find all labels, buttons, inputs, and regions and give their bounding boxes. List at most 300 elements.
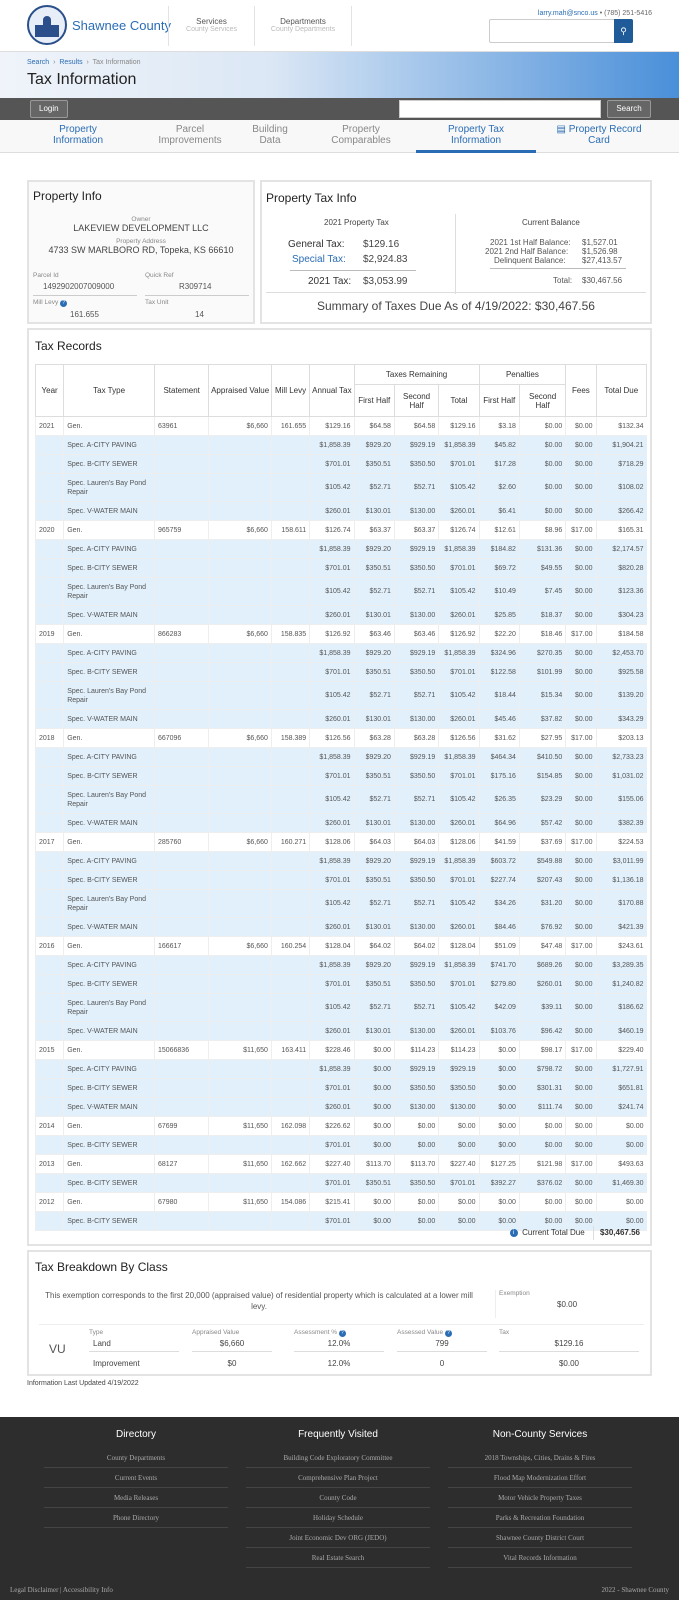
table-cell: $184.58 xyxy=(596,625,646,644)
table-cell xyxy=(36,918,64,937)
footer-link[interactable]: Holiday Schedule xyxy=(246,1508,430,1528)
table-cell xyxy=(271,918,309,937)
table-cell: $1,858.39 xyxy=(439,956,479,975)
login-button[interactable]: Login xyxy=(30,100,68,118)
nav-services[interactable]: Services County Services xyxy=(168,6,254,46)
header-tax-type: Tax Type xyxy=(64,365,155,417)
table-cell: $0.00 xyxy=(566,975,596,994)
table-cell: $1,727.91 xyxy=(596,1060,646,1079)
header-first-half: First Half xyxy=(354,385,394,417)
table-cell xyxy=(271,1212,309,1231)
table-cell xyxy=(271,1136,309,1155)
table-cell: 154.086 xyxy=(271,1193,309,1212)
table-cell: $0.00 xyxy=(596,1136,646,1155)
table-row xyxy=(36,436,647,455)
table-cell xyxy=(209,578,272,606)
footer-link[interactable]: 2018 Townships, Cities, Drains & Fires xyxy=(448,1448,632,1468)
table-cell xyxy=(36,890,64,918)
table-cell xyxy=(154,1212,208,1231)
table-cell xyxy=(154,786,208,814)
table-row xyxy=(36,540,647,559)
footer-column-title: Frequently Visited xyxy=(298,1429,378,1440)
table-cell: $103.76 xyxy=(479,1022,519,1041)
table-cell: $1,858.39 xyxy=(310,540,354,559)
last-updated: Information Last Updated 4/19/2022 xyxy=(27,1380,139,1387)
table-cell: $1,858.39 xyxy=(310,852,354,871)
owner-label: Owner xyxy=(131,216,151,223)
table-cell: $0.00 xyxy=(519,417,565,436)
table-cell xyxy=(154,578,208,606)
table-cell: $343.29 xyxy=(596,710,646,729)
footer-link[interactable]: Building Code Exploratory Committee xyxy=(246,1448,430,1468)
table-cell: $215.41 xyxy=(310,1193,354,1212)
table-cell xyxy=(271,474,309,502)
year-tax-title: 2021 Property Tax xyxy=(324,218,389,227)
table-cell: $0.00 xyxy=(566,1079,596,1098)
table-cell: $1,858.39 xyxy=(310,436,354,455)
table-cell: $130.00 xyxy=(394,814,438,833)
table-cell: $0.00 xyxy=(519,455,565,474)
tab-property-record-card[interactable]: ▤ Property Record Card xyxy=(556,124,642,146)
table-cell xyxy=(271,871,309,890)
table-cell: $0.00 xyxy=(354,1212,394,1231)
header-mill-levy: Mill Levy xyxy=(271,365,309,417)
info-icon[interactable]: i xyxy=(510,1229,518,1237)
footer-column-title: Non-County Services xyxy=(492,1429,588,1440)
footer-link[interactable]: County Departments xyxy=(44,1448,228,1468)
table-cell: $23.29 xyxy=(519,786,565,814)
table-cell xyxy=(36,559,64,578)
table-cell xyxy=(36,1212,64,1231)
table-cell: $129.16 xyxy=(310,417,354,436)
table-cell xyxy=(154,956,208,975)
table-row xyxy=(36,890,647,918)
table-cell: $260.01 xyxy=(439,1022,479,1041)
footer-link[interactable]: Vital Records Information xyxy=(448,1548,632,1568)
search-button[interactable]: Search xyxy=(607,100,651,118)
table-row xyxy=(36,521,647,540)
address-label: Property Address xyxy=(116,238,166,245)
table-cell: $0.00 xyxy=(566,436,596,455)
table-cell xyxy=(154,748,208,767)
document-icon: ▤ xyxy=(556,124,566,135)
table-cell: $69.72 xyxy=(479,559,519,578)
table-cell: 965759 xyxy=(154,521,208,540)
table-cell: 68127 xyxy=(154,1155,208,1174)
table-cell: $929.19 xyxy=(394,644,438,663)
table-cell: 2017 xyxy=(36,833,64,852)
table-cell xyxy=(154,1098,208,1117)
footer-column-title: Directory xyxy=(115,1429,156,1440)
table-cell: $52.71 xyxy=(394,786,438,814)
table-cell: $350.51 xyxy=(354,767,394,786)
table-cell: $108.02 xyxy=(596,474,646,502)
table-row xyxy=(36,1136,647,1155)
nav-departments[interactable]: Departments County Departments xyxy=(254,6,352,46)
table-cell: $1,858.39 xyxy=(439,644,479,663)
table-cell: $324.96 xyxy=(479,644,519,663)
table-cell: $929.20 xyxy=(354,956,394,975)
table-cell: $0.00 xyxy=(566,994,596,1022)
year-total-label: 2021 Tax: xyxy=(308,276,352,287)
table-cell: Spec. A-CITY PAVING xyxy=(64,644,155,663)
table-cell: 2014 xyxy=(36,1117,64,1136)
table-cell: $64.02 xyxy=(394,937,438,956)
table-cell xyxy=(209,1212,272,1231)
table-row xyxy=(36,502,647,521)
toolbar-search-input[interactable] xyxy=(399,100,601,118)
table-cell: $11,650 xyxy=(209,1193,272,1212)
table-cell: $130.00 xyxy=(394,710,438,729)
footer-link[interactable]: Motor Vehicle Property Taxes xyxy=(448,1488,632,1508)
table-cell xyxy=(36,502,64,521)
table-cell: $701.01 xyxy=(439,663,479,682)
table-cell xyxy=(154,994,208,1022)
tab-parcel-improvements[interactable]: Parcel Improvements xyxy=(158,124,222,146)
table-cell: $260.01 xyxy=(439,606,479,625)
table-cell: $27.95 xyxy=(519,729,565,748)
parcel-value: 1492902007009000 xyxy=(43,282,115,291)
table-cell: $1,858.39 xyxy=(310,644,354,663)
footer-link[interactable]: County Code xyxy=(246,1488,430,1508)
table-cell: $52.71 xyxy=(394,682,438,710)
table-row xyxy=(36,644,647,663)
table-row xyxy=(36,937,647,956)
table-cell: $105.42 xyxy=(439,474,479,502)
table-cell xyxy=(154,682,208,710)
footer-column xyxy=(246,1429,430,1568)
table-cell: $701.01 xyxy=(310,975,354,994)
table-row xyxy=(36,625,647,644)
table-cell: $701.01 xyxy=(439,975,479,994)
table-cell: $165.31 xyxy=(596,521,646,540)
table-cell: $0.00 xyxy=(566,578,596,606)
year-total-value: $3,053.99 xyxy=(363,276,408,287)
footer-link[interactable]: Joint Economic Dev ORG (JEDO) xyxy=(246,1528,430,1548)
table-cell xyxy=(271,436,309,455)
site-header xyxy=(0,0,679,52)
table-cell: $929.19 xyxy=(394,1060,438,1079)
table-cell: $0.00 xyxy=(566,417,596,436)
tab-building-data[interactable]: Building Data xyxy=(252,124,288,146)
balance-total-label: Total: xyxy=(553,276,573,285)
table-cell: $0.00 xyxy=(566,606,596,625)
table-cell: Spec. A-CITY PAVING xyxy=(64,540,155,559)
table-cell: Spec. B-CITY SEWER xyxy=(64,871,155,890)
divider xyxy=(290,270,416,271)
tab-property-comparables[interactable]: Property Comparables xyxy=(331,124,391,146)
table-cell: $186.62 xyxy=(596,994,646,1022)
table-cell: $25.85 xyxy=(479,606,519,625)
balance-total-value: $30,467.56 xyxy=(582,276,623,285)
table-cell: $718.29 xyxy=(596,455,646,474)
table-cell: $63.28 xyxy=(354,729,394,748)
table-cell: $2,174.57 xyxy=(596,540,646,559)
table-cell xyxy=(209,1079,272,1098)
table-cell: $126.92 xyxy=(310,625,354,644)
table-cell: $350.50 xyxy=(394,1174,438,1193)
table-cell: $17.00 xyxy=(566,833,596,852)
table-cell: $741.70 xyxy=(479,956,519,975)
table-cell: $63.37 xyxy=(354,521,394,540)
breadcrumb-search[interactable]: Search xyxy=(27,59,50,66)
table-row xyxy=(36,1193,647,1212)
table-cell: $101.99 xyxy=(519,663,565,682)
table-cell: $132.34 xyxy=(596,417,646,436)
table-cell: Spec. Lauren's Bay Pond Repair xyxy=(64,890,155,918)
table-cell: $798.72 xyxy=(519,1060,565,1079)
table-cell: $701.01 xyxy=(310,871,354,890)
table-cell: $105.42 xyxy=(439,994,479,1022)
table-cell: 160.271 xyxy=(271,833,309,852)
footer-link[interactable]: Flood Map Modernization Effort xyxy=(448,1468,632,1488)
table-cell: $0.00 xyxy=(479,1060,519,1079)
table-cell xyxy=(154,455,208,474)
table-cell: Spec. B-CITY SEWER xyxy=(64,559,155,578)
table-cell: $0.00 xyxy=(566,1060,596,1079)
table-cell: $925.58 xyxy=(596,663,646,682)
table-cell: $0.00 xyxy=(519,1212,565,1231)
special-tax-label[interactable]: Special Tax: xyxy=(292,254,346,265)
table-cell: Spec. B-CITY SEWER xyxy=(64,455,155,474)
table-cell: $45.46 xyxy=(479,710,519,729)
table-cell: $39.11 xyxy=(519,994,565,1022)
table-cell: $3.18 xyxy=(479,417,519,436)
footer-link[interactable]: Phone Directory xyxy=(44,1508,228,1528)
table-cell: 166617 xyxy=(154,937,208,956)
tab-property-information[interactable]: Property Information xyxy=(52,124,104,146)
table-cell: $114.23 xyxy=(439,1041,479,1060)
table-cell xyxy=(154,814,208,833)
table-cell: $0.00 xyxy=(566,644,596,663)
header-fees: Fees xyxy=(566,365,596,417)
table-cell: $17.28 xyxy=(479,455,519,474)
table-cell: $0.00 xyxy=(566,455,596,474)
table-cell xyxy=(36,786,64,814)
contact-info xyxy=(538,10,652,17)
footer-link[interactable]: Real Estate Search xyxy=(246,1548,430,1568)
table-cell: $0.00 xyxy=(566,663,596,682)
contact-email[interactable]: larry.mah@snco.us xyxy=(537,10,598,17)
table-cell xyxy=(36,994,64,1022)
table-cell xyxy=(271,682,309,710)
table-cell: $63.46 xyxy=(394,625,438,644)
header-penalty-first-half: First Half xyxy=(479,385,519,417)
table-cell: $6.41 xyxy=(479,502,519,521)
table-cell: $113.70 xyxy=(354,1155,394,1174)
table-cell: $350.51 xyxy=(354,975,394,994)
table-cell: $350.50 xyxy=(394,1079,438,1098)
table-cell xyxy=(154,502,208,521)
table-cell xyxy=(154,474,208,502)
table-cell: $105.42 xyxy=(310,786,354,814)
table-cell xyxy=(271,502,309,521)
table-cell: $0.00 xyxy=(566,559,596,578)
delinquent-value: $27,413.57 xyxy=(582,256,623,265)
footer-link[interactable]: Shawnee County District Court xyxy=(448,1528,632,1548)
table-cell: $1,031.02 xyxy=(596,767,646,786)
table-cell: $154.85 xyxy=(519,767,565,786)
table-cell: $929.20 xyxy=(354,436,394,455)
table-cell xyxy=(154,852,208,871)
table-cell xyxy=(36,1098,64,1117)
table-cell: $350.50 xyxy=(439,1079,479,1098)
table-cell: $0.00 xyxy=(566,767,596,786)
table-cell: 160.254 xyxy=(271,937,309,956)
table-cell: $260.01 xyxy=(310,918,354,937)
breadcrumb-results[interactable]: Results xyxy=(59,59,83,66)
table-cell: $34.26 xyxy=(479,890,519,918)
delinquent-label: Delinquent Balance: xyxy=(494,256,566,265)
table-cell: $0.00 xyxy=(354,1060,394,1079)
address-value: 4733 SW MARLBORO RD, Topeka, KS 66610 xyxy=(48,245,234,255)
breakdown-tax-value: $129.16 xyxy=(499,1339,639,1352)
table-cell xyxy=(154,663,208,682)
table-cell xyxy=(271,890,309,918)
table-cell: $701.01 xyxy=(310,1079,354,1098)
tax-records-title: Tax Records xyxy=(35,339,102,353)
table-cell: $0.00 xyxy=(519,1136,565,1155)
table-cell: $1,858.39 xyxy=(439,748,479,767)
parcel-label: Parcel Id xyxy=(33,272,59,279)
table-cell xyxy=(209,540,272,559)
legal-links[interactable]: Legal Disclaimer | Accessibility Info xyxy=(10,1586,113,1594)
table-cell: $0.00 xyxy=(566,871,596,890)
table-cell xyxy=(209,559,272,578)
table-cell xyxy=(271,852,309,871)
footer-link[interactable]: Comprehensive Plan Project xyxy=(246,1468,430,1488)
table-cell: $350.50 xyxy=(394,455,438,474)
tab-property-tax-information[interactable]: Property Tax Information xyxy=(448,124,504,146)
property-info-card xyxy=(27,180,255,324)
table-cell: $224.53 xyxy=(596,833,646,852)
table-cell: $130.00 xyxy=(394,1098,438,1117)
table-row xyxy=(36,682,647,710)
table-cell xyxy=(36,578,64,606)
table-cell: $603.72 xyxy=(479,852,519,871)
table-cell: Spec. Lauren's Bay Pond Repair xyxy=(64,682,155,710)
table-cell: $226.62 xyxy=(310,1117,354,1136)
table-cell: $122.58 xyxy=(479,663,519,682)
brand-name[interactable]: Shawnee County xyxy=(72,18,172,33)
table-cell: $241.74 xyxy=(596,1098,646,1117)
table-cell: Gen. xyxy=(64,417,155,436)
table-cell: Spec. B-CITY SEWER xyxy=(64,767,155,786)
table-row xyxy=(36,748,647,767)
help-icon[interactable]: ? xyxy=(60,300,67,307)
table-cell: $52.71 xyxy=(394,578,438,606)
breakdown-assessed-value: 799 xyxy=(397,1339,487,1352)
table-cell: $701.01 xyxy=(310,1174,354,1193)
table-cell: $350.51 xyxy=(354,1174,394,1193)
table-cell: $701.01 xyxy=(310,1136,354,1155)
table-cell xyxy=(209,502,272,521)
help-icon[interactable]: ? xyxy=(445,1330,452,1337)
table-cell: $1,240.82 xyxy=(596,975,646,994)
table-cell xyxy=(154,1079,208,1098)
header-statement: Statement xyxy=(154,365,208,417)
table-cell xyxy=(209,1022,272,1041)
table-cell: $0.00 xyxy=(566,1174,596,1193)
table-cell: $63.37 xyxy=(394,521,438,540)
table-cell: $6,660 xyxy=(209,625,272,644)
table-cell: $929.19 xyxy=(394,540,438,559)
table-cell: 67980 xyxy=(154,1193,208,1212)
table-row xyxy=(36,1117,647,1136)
table-cell: $929.20 xyxy=(354,748,394,767)
table-cell: $0.00 xyxy=(566,1022,596,1041)
table-cell: $260.01 xyxy=(310,502,354,521)
divider xyxy=(495,1290,496,1318)
table-cell: $111.74 xyxy=(519,1098,565,1117)
table-cell: $130.00 xyxy=(394,606,438,625)
footer-link[interactable]: Media Releases xyxy=(44,1488,228,1508)
table-row xyxy=(36,852,647,871)
table-cell: $701.01 xyxy=(310,559,354,578)
table-cell: $3,011.99 xyxy=(596,852,646,871)
header-taxes-remaining: Taxes Remaining xyxy=(354,365,479,385)
table-cell: $260.01 xyxy=(310,606,354,625)
table-cell: $37.69 xyxy=(519,833,565,852)
table-cell: $130.01 xyxy=(354,606,394,625)
table-cell: $130.00 xyxy=(394,502,438,521)
table-cell: $350.50 xyxy=(394,559,438,578)
table-cell: $130.01 xyxy=(354,814,394,833)
table-cell: $18.37 xyxy=(519,606,565,625)
header-second-half: Second Half xyxy=(394,385,438,417)
table-cell: Gen. xyxy=(64,1117,155,1136)
table-row xyxy=(36,663,647,682)
table-row xyxy=(36,1155,647,1174)
table-row xyxy=(36,578,647,606)
county-seal-logo[interactable] xyxy=(27,5,67,45)
table-row xyxy=(36,1079,647,1098)
table-cell xyxy=(209,606,272,625)
table-cell: $0.00 xyxy=(566,502,596,521)
table-cell: $11,650 xyxy=(209,1155,272,1174)
active-tab-indicator xyxy=(416,150,536,153)
table-row xyxy=(36,559,647,578)
table-row xyxy=(36,474,647,502)
table-cell: $1,858.39 xyxy=(310,748,354,767)
table-cell: $17.00 xyxy=(566,521,596,540)
tax-unit-label: Tax Unit xyxy=(145,299,169,306)
table-cell: $8.96 xyxy=(519,521,565,540)
table-cell: $0.00 xyxy=(519,474,565,502)
table-cell xyxy=(209,956,272,975)
header-penalties: Penalties xyxy=(479,365,566,385)
table-cell: Spec. Lauren's Bay Pond Repair xyxy=(64,786,155,814)
table-cell: $49.55 xyxy=(519,559,565,578)
table-cell xyxy=(209,852,272,871)
table-cell: $929.20 xyxy=(354,852,394,871)
table-cell: Gen. xyxy=(64,1155,155,1174)
table-cell: $243.61 xyxy=(596,937,646,956)
header-search-input[interactable] xyxy=(489,19,633,43)
help-icon[interactable]: ? xyxy=(339,1330,346,1337)
footer-link[interactable]: Current Events xyxy=(44,1468,228,1488)
table-cell: $301.31 xyxy=(519,1079,565,1098)
divider xyxy=(145,295,249,296)
table-cell: $0.00 xyxy=(566,1136,596,1155)
table-cell: $1,858.39 xyxy=(310,956,354,975)
table-cell: Spec. V-WATER MAIN xyxy=(64,710,155,729)
table-cell: $0.00 xyxy=(354,1117,394,1136)
search-icon[interactable]: ⚲ xyxy=(614,19,633,43)
table-cell: $126.56 xyxy=(439,729,479,748)
footer-link[interactable]: Parks & Recreation Foundation xyxy=(448,1508,632,1528)
table-cell: $260.01 xyxy=(439,502,479,521)
